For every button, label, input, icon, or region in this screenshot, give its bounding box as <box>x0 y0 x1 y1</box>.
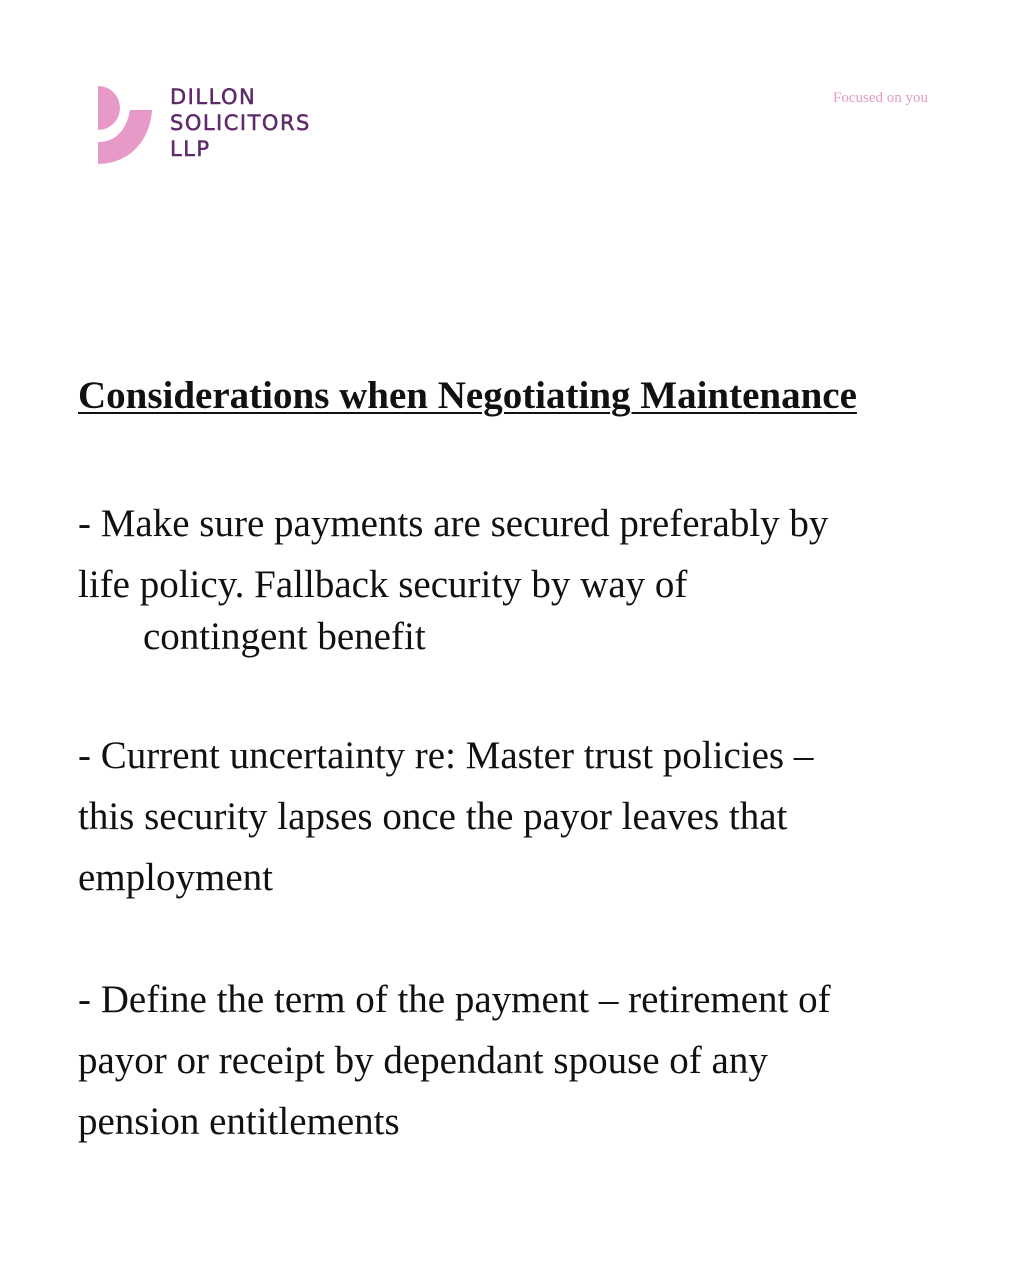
page-header <box>0 0 1024 200</box>
firm-logo-mark-icon <box>96 84 154 164</box>
firm-name-line-2: SOLICITORS <box>170 111 311 135</box>
bullet-point-3 <box>78 969 958 1152</box>
bullet-point-1 <box>78 493 958 659</box>
bullet-point-2-line-1: - Current uncertainty re: Master trust policies – <box>78 734 814 777</box>
bullet-point-3-line-1: - Define the term of the payment – retirement of <box>78 978 831 1021</box>
bullet-point-2 <box>78 725 958 908</box>
bullet-point-1-line-2: life policy. Fallback security by way of <box>78 563 688 606</box>
bullet-point-2-line-2: this security lapses once the payor leaves that <box>78 795 788 838</box>
bullet-point-1-line-1: - Make sure payments are secured preferably by <box>78 502 829 545</box>
bullet-point-3-line-2: payor or receipt by dependant spouse of any <box>78 1039 768 1082</box>
firm-name <box>170 84 311 162</box>
tagline: Focused on you <box>833 90 928 106</box>
bullet-point-3-line-3: pension entitlements <box>78 1100 400 1143</box>
bullet-point-1-line-3: contingent benefit <box>143 615 426 658</box>
document-body <box>78 370 958 1143</box>
document-title: Considerations when Negotiating Maintenance <box>78 374 857 417</box>
firm-name-line-3: LLP <box>170 137 211 161</box>
firm-logo <box>96 84 366 166</box>
firm-name-line-1: DILLON <box>170 85 257 109</box>
bullet-point-2-line-3: employment <box>78 856 273 899</box>
